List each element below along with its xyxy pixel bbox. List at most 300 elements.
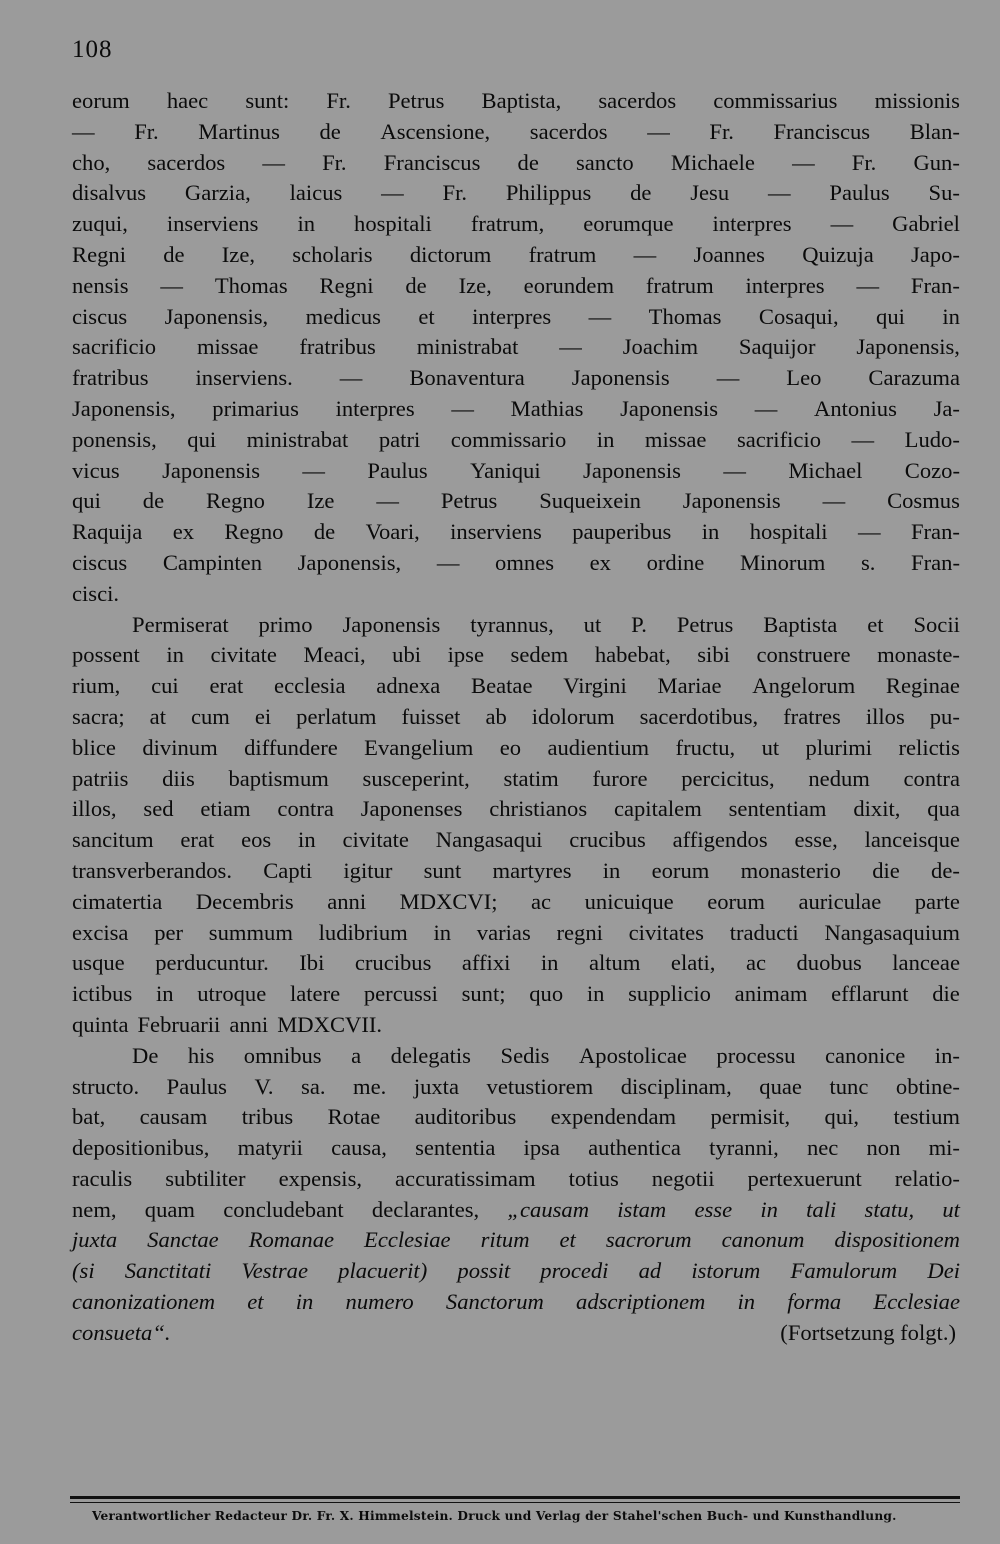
word: auriculae [798,888,882,914]
word: de- [931,857,960,883]
word: diffundere [244,734,338,760]
word: idolorum [531,703,615,729]
word: fructu, [675,734,736,760]
word: Joachim [622,334,699,360]
word: habebat, [594,642,671,668]
word: vicus [72,457,120,483]
word: martyres [492,857,572,883]
word: Regno [224,519,284,545]
word: ex [589,549,611,575]
text-line [72,640,960,671]
text-line [72,1041,960,1072]
word: Nangasaqui [435,827,543,853]
word: qui [876,303,905,329]
word: — [856,272,880,298]
word: missae [196,334,259,360]
word: testium [893,1104,960,1130]
word: Capti [263,857,313,883]
text-line [72,517,960,548]
word: Baptista [763,611,838,637]
word: fratrum, [470,211,545,237]
word: civitates [628,919,704,945]
word: Ja- [933,395,960,421]
word: ad [638,1258,662,1284]
word: a [351,1042,362,1068]
word: sacerdos [147,149,226,175]
word: Baptista, [481,88,562,113]
text-line [72,1318,960,1349]
word: Japonensis [571,365,670,391]
word: Japonensis [342,611,441,637]
word: dictorum [409,241,492,267]
word: scholaris [292,241,373,267]
word: Ize, [458,272,492,298]
word: eos [241,827,272,853]
word: christianos [489,796,588,822]
word: ut [583,611,602,637]
word: statu, [864,1196,915,1222]
word: qua [927,796,960,822]
word: Mariae [657,673,722,699]
word: percussi [363,981,438,1007]
word: V. [254,1073,274,1099]
word: Permiserat [132,611,229,637]
word: monaste- [877,642,960,668]
word: (si [72,1258,95,1284]
text-line [72,1102,960,1133]
word: Cozo- [904,457,960,483]
word: per [154,919,184,945]
word: omnibus [243,1042,322,1068]
word: negotii [651,1165,715,1191]
word: cum [190,703,230,729]
word: Voari, [365,519,420,545]
word: — [754,395,778,421]
word: Philippus [505,180,592,206]
word: usque [72,950,125,976]
word: Saquijor [738,334,816,360]
word: numero [345,1289,414,1315]
word: ex [172,519,195,545]
word: — [339,365,363,391]
word: dispositionem [834,1227,960,1253]
word: Ecclesiae [364,1227,451,1253]
word: Famulorum [790,1258,898,1284]
text-line [72,332,960,363]
word: Paulus [166,1073,227,1099]
word: Thomas [648,303,722,329]
word: MDXCVI; [399,888,498,914]
word: et [867,611,884,637]
word: Nangasaquium [824,919,960,945]
word: baptismum [228,765,329,791]
word: anni [327,888,367,914]
word: — [376,488,399,514]
word: patri [378,426,421,452]
word: illos, [72,796,117,822]
word: anni [229,1011,269,1037]
word: Romanae [248,1227,335,1253]
word: fratrum [528,241,597,267]
text-line [72,548,960,579]
text-line [72,117,960,148]
word: Angelorum [752,673,856,699]
word: — [160,272,183,298]
word: sed [143,796,174,822]
word: primo [258,611,313,637]
text-line [72,302,960,333]
word: relictis [898,734,960,760]
word: authentica [588,1135,681,1161]
word: inserviens [450,519,542,545]
word: ac [531,888,552,914]
word: de [319,118,341,144]
word: sacra; [72,703,125,729]
word: qui [72,488,101,514]
word: depositionibus, [72,1135,210,1161]
word: Apostolicae [578,1042,687,1068]
word: Ecclesiae [873,1289,960,1315]
word: latere [289,981,341,1007]
word: Petrus [440,488,498,514]
word: — [72,118,95,144]
word: primarius [212,395,299,421]
word: Fran- [910,519,960,545]
text-line [72,1256,960,1287]
word: tyranni, [709,1135,779,1161]
word: causam [139,1104,208,1130]
word: adnexa [376,673,441,699]
text-line [72,671,960,702]
word: unicuique [584,888,674,914]
word: Fr. [134,118,159,144]
word: ciscus [72,549,128,575]
word: Ascensione, [380,118,491,144]
word: pertexuerunt [747,1165,862,1191]
word: Sedis [500,1042,550,1068]
word: his [187,1042,215,1068]
word: Antonius [814,395,897,421]
word: audientium [547,734,650,760]
footer-rule-thin [70,1502,960,1503]
word: cho, [72,149,111,175]
text-line [72,86,960,117]
word: igitur [343,857,393,883]
word: Joannes [693,241,765,267]
word: Petrus [676,611,734,637]
word: juxta [72,1227,118,1253]
word: Carazuma [868,365,960,391]
word: matyrii [237,1135,303,1161]
word: de [163,241,185,267]
word: fuisset [401,703,461,729]
word: permisit, [710,1104,791,1130]
word: commissarius [713,88,838,113]
word: sacrificio [736,426,821,452]
word: — [716,365,740,391]
word: sacerdos [598,88,677,113]
word: istorum [691,1258,761,1284]
word: Japonensis [583,457,681,483]
text-line [72,764,960,795]
word: hospitali [749,519,828,545]
word: fratribus [299,334,376,360]
word: sedem [510,642,569,668]
word: affixi [461,950,511,976]
word: Leo [786,365,822,391]
word: lanceisque [864,827,960,853]
word: Reginae [885,673,960,699]
word: ludibrium [318,919,408,945]
text-line [72,887,960,918]
word: Japonenses [360,796,463,822]
word: Regni [319,272,374,298]
word: pu- [929,703,960,729]
word: furore [592,765,648,791]
word: in [586,981,605,1007]
text-line [72,918,960,949]
word: duobus [796,950,862,976]
line-spacer [171,1318,781,1349]
word: contra [903,765,960,791]
word: perlatum [296,703,377,729]
word: Decembris [195,888,294,914]
word: — [588,303,612,329]
word: raculis [72,1165,133,1191]
word: inserviens [166,211,259,237]
word: quo [529,981,564,1007]
word: s. [860,549,876,575]
text-line [72,363,960,394]
word: eorundem [523,272,615,298]
word: in [298,827,316,853]
word: Rotae [327,1104,381,1130]
word: esse, [794,827,838,853]
word: Paulus [367,457,428,483]
word: procedi [540,1258,609,1284]
word: et [418,303,435,329]
word: esse [694,1196,733,1222]
word: — [792,149,815,175]
word: crucibus [569,827,646,853]
word: eorumque [583,211,674,237]
word: Fran- [911,549,960,575]
text-line [72,1225,960,1256]
text-line [72,825,960,856]
word: interpres [472,303,552,329]
word: nec [806,1135,839,1161]
word: nensis [72,272,129,298]
word: in [596,426,615,452]
word: sibi [697,642,730,668]
word: Japonensis, [164,303,269,329]
word: sacrorum [605,1227,692,1253]
word: qui, [824,1104,860,1130]
word: De [132,1042,159,1068]
word: Yaniqui [470,457,541,483]
word: quae [759,1073,802,1099]
word: quam [144,1196,195,1222]
word: haec [166,88,209,113]
word: Evangelium [364,734,474,760]
word: Cosmus [887,488,960,514]
word: et [247,1289,264,1315]
word: monasterio [740,857,841,883]
word: in [155,981,174,1007]
word: Franciscus [383,149,481,175]
word: commissario [450,426,567,452]
word: — [767,180,791,206]
word: ipsa [523,1135,560,1161]
word: eorum [707,888,765,914]
word: dixit, [853,796,901,822]
word: Regni [72,241,126,267]
word: sententiam [728,796,827,822]
word: Michaele [670,149,755,175]
word: eorum [651,857,710,883]
word: hospitali [354,211,432,237]
word: ordine [646,549,705,575]
text-line [72,178,960,209]
text-line [72,579,960,610]
word: Sanctorum [445,1289,544,1315]
word: — [436,549,460,575]
word: concludebant [223,1196,344,1222]
word: auditoribus [414,1104,517,1130]
word: interpres [745,272,825,298]
text-line [72,486,960,517]
word: accuratissimam [395,1165,536,1191]
word: ponensis, [72,426,157,452]
word: non [866,1135,901,1161]
word: qui [187,426,217,452]
word: de [313,519,336,545]
text-line [72,794,960,825]
text-line [72,610,960,641]
word: — [633,241,657,267]
word: Martinus [198,118,280,144]
word: Quizuja [802,241,874,267]
imprint-footer: Verantwortlicher Redacteur Dr. Fr. X. Himmelstein. Druck und Verlag der Stahel'schen Buch- und Kunsthandlung. [92,1509,897,1523]
word: sunt [423,857,462,883]
word: processu [716,1042,796,1068]
text-line [72,702,960,733]
word: in [701,519,720,545]
word: et [559,1227,576,1253]
word: — [857,519,881,545]
word: nem, [72,1196,117,1222]
word: fratres [783,703,841,729]
word: eo [499,734,522,760]
word: medicus [305,303,381,329]
word: Japonensis, [72,395,176,421]
word: — [302,457,326,483]
word: istam [617,1196,667,1222]
word: excisa [72,919,129,945]
word: in [166,642,184,668]
word: — [262,149,285,175]
word: ciscus [72,303,128,329]
word: transverberandos. [72,857,232,883]
word: Fran- [910,272,960,298]
word: cui [151,673,179,699]
word: zuqui, [72,211,128,237]
word: sententia [415,1135,496,1161]
word: capitalem [613,796,702,822]
word: Ibi [299,950,325,976]
word: sacerdotibus, [639,703,759,729]
text-line [72,1133,960,1164]
word: Socii [913,611,960,637]
word: consueta“. [72,1319,171,1345]
word: — [381,180,404,206]
word: Minorum [739,549,826,575]
word: Blan- [909,118,960,144]
word: Michael [788,457,863,483]
word: cimatertia [72,888,163,914]
word: de [405,272,427,298]
word: summum [208,919,293,945]
word: Dei [927,1258,960,1284]
word: elati, [670,950,716,976]
word: delegatis [390,1042,471,1068]
word: varias [476,919,531,945]
word: ministrabat [416,334,519,360]
word: bat, [72,1104,106,1130]
word: forma [787,1289,842,1315]
word: — [451,395,474,421]
word: Japonensis [162,457,261,483]
word: de [142,488,165,514]
word: Vestrae [241,1258,308,1284]
word: — [723,457,746,483]
word: fratrum [645,272,714,298]
text-line [72,209,960,240]
word: sacerdos [529,118,608,144]
word: totius [568,1165,619,1191]
word: — [647,118,670,144]
word: canonice [825,1042,906,1068]
page-number: 108 [72,36,113,63]
word: patriis [72,765,129,791]
word: interpres [335,395,415,421]
word: Gun- [913,149,960,175]
word: MDXCVII. [277,1011,383,1037]
word: P. [631,611,647,637]
word: ictibus [72,981,133,1007]
word: mi- [928,1135,960,1161]
word: perducuntur. [155,950,269,976]
word: pauperibus [572,519,672,545]
word: erat [209,673,244,699]
word: de [630,180,652,206]
text-line [72,456,960,487]
word: Ize [306,488,335,514]
word: juxta [413,1073,459,1099]
word: canonum [721,1227,805,1253]
word: utroque [197,981,267,1007]
word: blice [72,734,116,760]
word: Ludo- [904,426,960,452]
word: — [830,211,854,237]
word: relatio- [894,1165,960,1191]
word: missionis [874,88,960,113]
word: Thomas [214,272,288,298]
word: Virgini [563,673,627,699]
word: „causam [507,1196,590,1222]
word: in [760,1196,778,1222]
word: disciplinam, [620,1073,732,1099]
